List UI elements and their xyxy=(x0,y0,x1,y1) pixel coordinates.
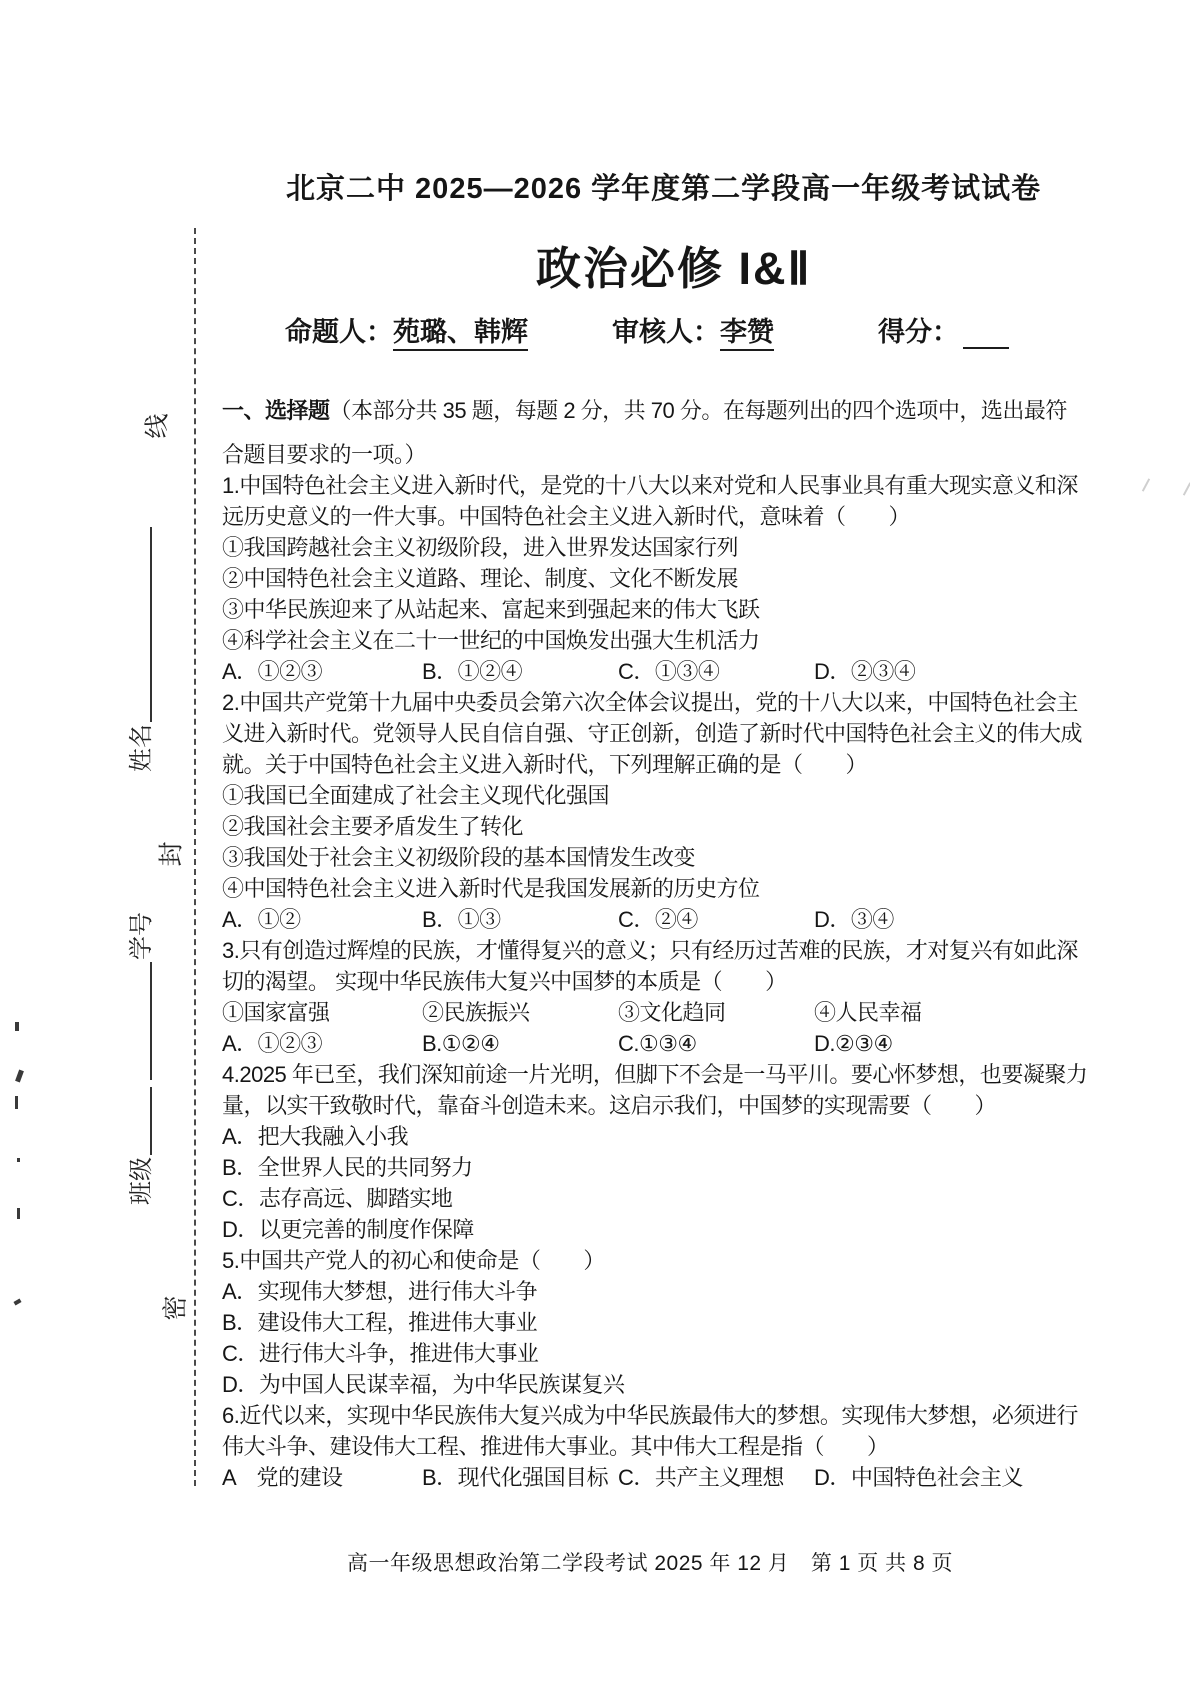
score-blank[interactable] xyxy=(963,325,1009,349)
question-stem-line: 4.2025 年已至，我们深知前途一片光明，但脚下不会是一马平川。要心怀梦想，也要凝聚力 xyxy=(222,1062,1088,1087)
subject-title: 政治必修 I&Ⅱ xyxy=(536,243,812,294)
seal-char-secret: 密 xyxy=(161,1295,190,1321)
question-item: ③我国处于社会主义初级阶段的基本国情发生改变 xyxy=(222,845,696,870)
class-field xyxy=(128,1085,156,1205)
option-d: D．③④ xyxy=(814,907,894,932)
scan-mark xyxy=(15,1096,18,1109)
question-item: ①我国已全面建成了社会主义现代化强国 xyxy=(222,783,610,808)
option-b: B.①②④ xyxy=(422,1031,500,1056)
page-footer: 高一年级思想政治第二学段考试 2025 年 12 月 第 1 页 共 8 页 xyxy=(347,1552,953,1575)
scan-mark xyxy=(15,1022,19,1031)
class-label: 班级 xyxy=(128,1157,155,1205)
question-stem-line: 量，以实干致敬时代，靠奋斗创造未来。这启示我们，中国梦的实现需要（ ） xyxy=(222,1093,997,1118)
question-stem-line: 就。关于中国特色社会主义进入新时代，下列理解正确的是（ ） xyxy=(222,752,868,777)
option-b: B．①②④ xyxy=(422,659,523,684)
seal-char-seal: 封 xyxy=(157,841,186,867)
question-item: ②我国社会主要矛盾发生了转化 xyxy=(222,814,524,839)
option-a: A．把大我融入小我 xyxy=(222,1124,409,1149)
question-stem-line: 远历史意义的一件大事。中国特色社会主义进入新时代，意味着（ ） xyxy=(222,504,911,529)
name-field xyxy=(128,525,156,772)
option-c: C．共产主义理想 xyxy=(618,1465,784,1490)
option-d: D．为中国人民谋幸福，为中华民族谋复兴 xyxy=(222,1372,625,1397)
question-item: ①我国跨越社会主义初级阶段，进入世界发达国家行列 xyxy=(222,535,739,560)
option-b: B．①③ xyxy=(422,907,501,932)
option-d: D．中国特色社会主义 xyxy=(814,1465,1023,1490)
question-item: ③文化趋同 xyxy=(618,1000,726,1025)
question-options-row xyxy=(222,1462,1027,1493)
seal-dashed-line xyxy=(194,228,196,1486)
option-a: A．①②③ xyxy=(222,659,323,684)
option-c: C．②④ xyxy=(618,907,698,932)
question-stem-line: 3.只有创造过辉煌的民族，才懂得复兴的意义；只有经历过苦难的民族，才对复兴有如此深 xyxy=(222,938,1078,963)
question-item: ①国家富强 xyxy=(222,1000,330,1025)
question-item: ④中国特色社会主义进入新时代是我国发展新的历史方位 xyxy=(222,876,760,901)
option-d: D．以更完善的制度作保障 xyxy=(222,1217,474,1242)
option-c: C．志存高远、脚踏实地 xyxy=(222,1186,453,1211)
question-item: ④人民幸福 xyxy=(814,1000,922,1025)
setter-names: 苑璐、韩辉 xyxy=(393,317,528,351)
question-item: ②中国特色社会主义道路、理论、制度、文化不断发展 xyxy=(222,566,739,591)
student-id-blank[interactable] xyxy=(148,962,152,1080)
scan-mark xyxy=(13,1299,21,1306)
scan-mark xyxy=(17,1158,20,1162)
question-stem-line: 5.中国共产党人的初心和使命是（ ） xyxy=(222,1248,605,1273)
seal-char-line: 线 xyxy=(143,413,172,439)
option-a: A．①② xyxy=(222,907,301,932)
option-a: A 党的建设 xyxy=(222,1465,343,1490)
school-exam-title: 北京二中 2025—2026 学年度第二学段高一年级考试试卷 xyxy=(286,173,1042,205)
question-item: ③中华民族迎来了从站起来、富起来到强起来的伟大飞跃 xyxy=(222,597,760,622)
question-item: ②民族振兴 xyxy=(422,1000,530,1025)
exam-body xyxy=(222,395,1088,1493)
question-item: ④科学社会主义在二十一世纪的中国焕发出强大生机活力 xyxy=(222,628,760,653)
option-c: C．进行伟大斗争，推进伟大事业 xyxy=(222,1341,539,1366)
setter-label: 命题人： xyxy=(285,317,393,347)
student-id-label: 学号 xyxy=(128,912,155,960)
question-stem-line: 2.中国共产党第十九届中央委员会第六次全体会议提出，党的十八大以来，中国特色社会主 xyxy=(222,690,1078,715)
question-stem-line: 6.近代以来，实现中华民族伟大复兴成为中华民族最伟大的梦想。实现伟大梦想，必须进行 xyxy=(222,1403,1078,1428)
score-field xyxy=(878,310,1009,349)
reviewer-name: 李赞 xyxy=(720,317,774,351)
question-stem-line: 义进入新时代。党领导人民自信自强、守正创新，创造了新时代中国特色社会主义的伟大成 xyxy=(222,721,1083,746)
question-stem-line: 切的渴望。 实现中华民族伟大复兴中国梦的本质是（ ） xyxy=(222,969,787,994)
option-d: D.②③④ xyxy=(814,1031,893,1056)
reviewer-label: 审核人： xyxy=(612,317,720,347)
question-options-row xyxy=(222,904,1027,935)
section-heading xyxy=(222,395,1067,426)
student-id-field xyxy=(128,912,156,1082)
scan-mark xyxy=(17,1208,20,1219)
option-a: A．实现伟大梦想，进行伟大斗争 xyxy=(222,1279,538,1304)
scan-mark xyxy=(1142,478,1150,491)
score-label: 得分： xyxy=(878,317,959,347)
name-label: 姓名 xyxy=(128,724,155,772)
option-b: B．现代化强国目标 xyxy=(422,1465,609,1490)
option-b: B．全世界人民的共同努力 xyxy=(222,1155,473,1180)
name-blank[interactable] xyxy=(148,527,152,722)
option-b: B．建设伟大工程，推进伟大事业 xyxy=(222,1310,538,1335)
section-heading-lead: 一、选择题 xyxy=(222,398,330,423)
section-heading-line2: 合题目要求的一项。） xyxy=(222,442,427,467)
question-stem-line: 1.中国特色社会主义进入新时代，是党的十八大以来对党和人民事业具有重大现实意义和深 xyxy=(222,473,1078,498)
option-a: A．①②③ xyxy=(222,1031,323,1056)
section-heading-rest: （本部分共 35 题，每题 2 分，共 70 分。在每题列出的四个选项中，选出最符 xyxy=(329,398,1067,423)
question-options-row xyxy=(222,656,1027,687)
setter-credit xyxy=(285,310,528,349)
question-stem-line: 伟大斗争、建设伟大工程、推进伟大事业。其中伟大工程是指（ ） xyxy=(222,1434,889,1459)
option-c: C.①③④ xyxy=(618,1031,697,1056)
question-options-row xyxy=(222,1028,1027,1059)
reviewer-credit xyxy=(612,310,774,349)
scan-mark xyxy=(1183,482,1190,495)
option-d: D．②③④ xyxy=(814,659,916,684)
scan-mark xyxy=(15,1070,24,1083)
class-blank[interactable] xyxy=(148,1087,152,1155)
option-c: C．①③④ xyxy=(618,659,720,684)
question-items-row xyxy=(222,997,1027,1028)
